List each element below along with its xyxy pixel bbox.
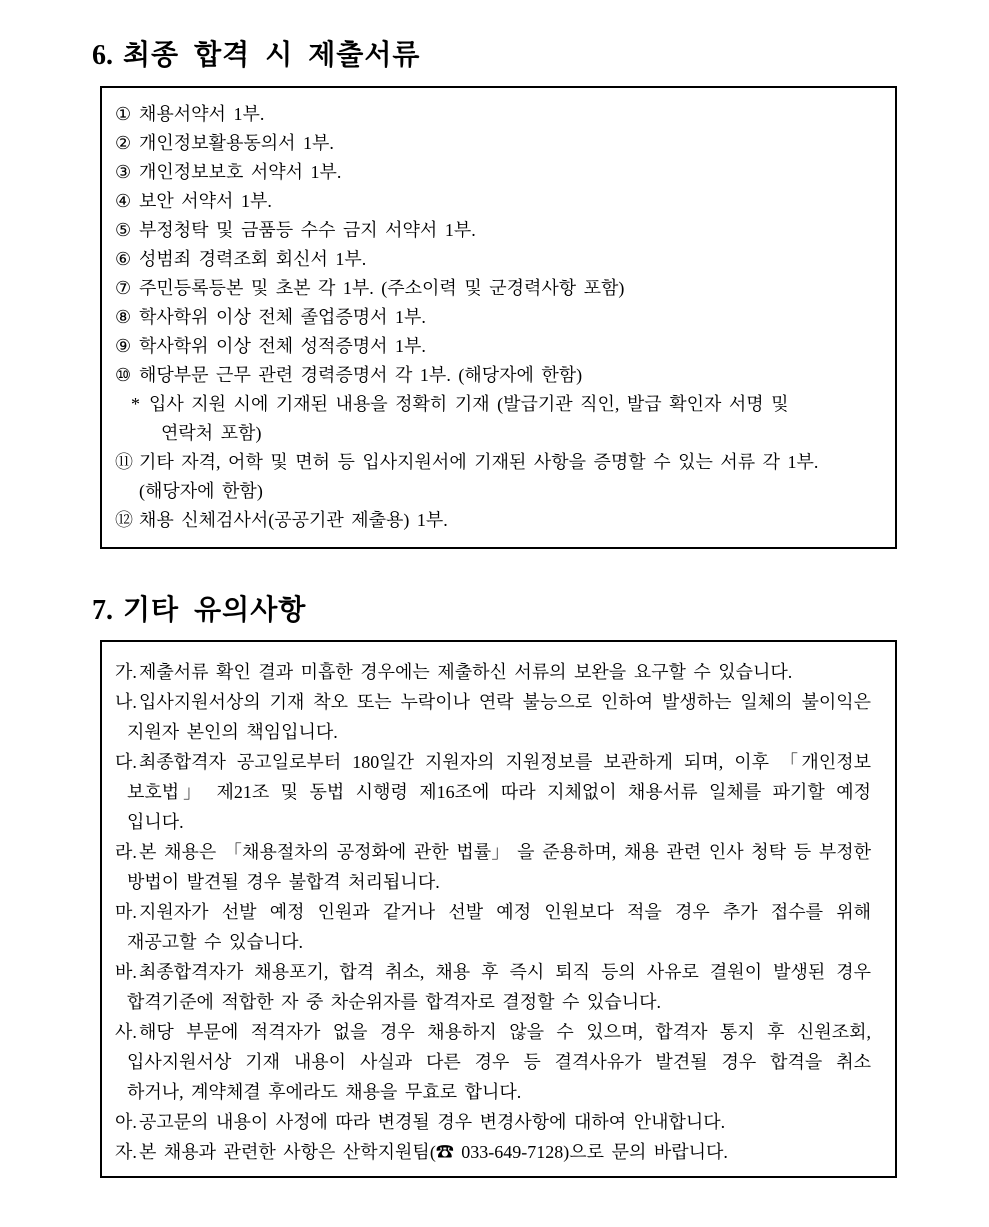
item-text-line: 기타 자격, 어학 및 면허 등 입사지원서에 기재된 사항을 증명할 수 있는 서류 각 1부.	[139, 452, 819, 472]
notice-item-ma	[115, 897, 871, 957]
section-7-number: 7.	[92, 595, 113, 626]
item-marker: 사.	[115, 1022, 137, 1042]
notice-item-sa	[115, 1017, 871, 1107]
item-text-line: 성범죄 경력조회 회신서 1부.	[139, 249, 367, 269]
notice-item-na	[115, 687, 871, 747]
item-text-line: 연락처 포함)	[161, 423, 262, 443]
item-marker: 아.	[115, 1112, 137, 1132]
submit-doc-item-7	[115, 274, 871, 303]
section-7-heading	[92, 588, 306, 628]
notice-item-ra	[115, 837, 871, 897]
item-marker: ⑫	[115, 510, 133, 530]
item-marker: ②	[115, 133, 132, 153]
item-text-line: 주민등록등본 및 초본 각 1부. (주소이력 및 군경력사항 포함)	[139, 278, 625, 298]
item-text-line: 지원자가 선발 예정 인원과 같거나 선발 예정 인원보다 적을 경우 추가 접수를 위해	[139, 902, 871, 922]
notice-item-ga	[115, 657, 871, 687]
notice-item-ba	[115, 957, 871, 1017]
item-text-line: 방법이 발견될 경우 불합격 처리됩니다.	[127, 872, 440, 892]
submit-doc-item-4	[115, 187, 871, 216]
submit-doc-item-9	[115, 332, 871, 361]
item-marker: ⑦	[115, 278, 132, 298]
item-marker: 가.	[115, 662, 137, 682]
item-marker: 다.	[115, 752, 137, 772]
submit-doc-item-12	[115, 506, 871, 535]
submit-doc-note	[131, 390, 871, 448]
item-marker: 마.	[115, 902, 137, 922]
notice-item-ja	[115, 1137, 871, 1167]
item-text-line: 최종합격자가 채용포기, 합격 취소, 채용 후 즉시 퇴직 등의 사유로 결원이 발생된 경우	[139, 962, 871, 982]
submit-doc-item-2	[115, 129, 871, 158]
item-marker: ⑧	[115, 307, 132, 327]
item-text-line: 보호법」 제21조 및 동법 시행령 제16조에 따라 지체없이 채용서류 일체를 파기할 예정	[127, 782, 871, 802]
item-text-line: 입니다.	[127, 812, 184, 832]
section-6-heading	[92, 33, 420, 73]
item-text-line: 해당부문 근무 관련 경력증명서 각 1부. (해당자에 한함)	[139, 365, 583, 385]
submit-doc-item-11	[115, 448, 871, 506]
item-text-line: 학사학위 이상 전체 졸업증명서 1부.	[139, 307, 426, 327]
item-marker: ④	[115, 191, 132, 211]
item-text-line: 본 채용은 「채용절차의 공정화에 관한 법률」 을 준용하며, 채용 관련 인사 청탁 등 부정한	[139, 842, 871, 862]
submit-doc-item-6	[115, 245, 871, 274]
item-text-line: 채용 신체검사서(공공기관 제출용) 1부.	[139, 510, 448, 530]
item-text-line: 재공고할 수 있습니다.	[127, 932, 303, 952]
submit-doc-item-1	[115, 100, 871, 129]
item-marker: ⑤	[115, 220, 132, 240]
item-marker: 라.	[115, 842, 137, 862]
item-text-line: 개인정보활용동의서 1부.	[139, 133, 334, 153]
notice-item-a	[115, 1107, 871, 1137]
item-text-line: 해당 부문에 적격자가 없을 경우 채용하지 않을 수 있으며, 합격자 통지 후 신원조회,	[139, 1022, 871, 1042]
item-text-line: 입사지원서상 기재 내용이 사실과 다른 경우 등 결격사유가 발견될 경우 합격을 취소	[127, 1052, 871, 1072]
item-text-line: 최종합격자 공고일로부터 180일간 지원자의 지원정보를 보관하게 되며, 이후 「개인정보	[139, 752, 871, 772]
section-6-title: 최종 합격 시 제출서류	[123, 40, 421, 71]
submit-doc-item-10	[115, 361, 871, 390]
notes-box	[100, 640, 897, 1178]
asterisk-marker: *	[131, 394, 140, 414]
submit-doc-item-3	[115, 158, 871, 187]
item-marker: ③	[115, 162, 132, 182]
submit-doc-item-8	[115, 303, 871, 332]
item-text-line: 채용서약서 1부.	[139, 104, 265, 124]
item-marker: ⑥	[115, 249, 132, 269]
item-text-line: 보안 서약서 1부.	[139, 191, 272, 211]
item-marker: ⑪	[115, 452, 133, 472]
submit-docs-box	[100, 86, 897, 549]
item-text-line: (해당자에 한함)	[139, 481, 263, 501]
notice-item-da	[115, 747, 871, 837]
item-marker: 바.	[115, 962, 137, 982]
item-text-line: 지원자 본인의 책임입니다.	[127, 722, 338, 742]
item-text-line: 본 채용과 관련한 사항은 산학지원팀(☎ 033-649-7128)으로 문의 바랍니다.	[139, 1142, 728, 1162]
item-text-line: 제출서류 확인 결과 미흡한 경우에는 제출하신 서류의 보완을 요구할 수 있습니다.	[139, 662, 793, 682]
item-marker: 나.	[115, 692, 137, 712]
item-text-line: 입사지원서상의 기재 착오 또는 누락이나 연락 불능으로 인하여 발생하는 일체의 불이익은	[139, 692, 871, 712]
item-text-line: 학사학위 이상 전체 성적증명서 1부.	[139, 336, 426, 356]
item-text-line: 부정청탁 및 금품등 수수 금지 서약서 1부.	[139, 220, 476, 240]
item-marker: 자.	[115, 1142, 137, 1162]
item-text-line: 합격기준에 적합한 자 중 차순위자를 합격자로 결정할 수 있습니다.	[127, 992, 661, 1012]
item-text-line: 입사 지원 시에 기재된 내용을 정확히 기재 (발급기관 직인, 발급 확인자 서명 및	[149, 394, 789, 414]
item-text-line: 하거나, 계약체결 후에라도 채용을 무효로 합니다.	[127, 1082, 522, 1102]
item-marker: ⑩	[115, 365, 132, 385]
item-text-line: 개인정보보호 서약서 1부.	[139, 162, 342, 182]
submit-doc-item-5	[115, 216, 871, 245]
item-marker: ⑨	[115, 336, 132, 356]
item-marker: ①	[115, 104, 132, 124]
section-6-number: 6.	[92, 40, 113, 71]
item-text-line: 공고문의 내용이 사정에 따라 변경될 경우 변경사항에 대하여 안내합니다.	[139, 1112, 726, 1132]
section-7-title: 기타 유의사항	[123, 595, 307, 626]
